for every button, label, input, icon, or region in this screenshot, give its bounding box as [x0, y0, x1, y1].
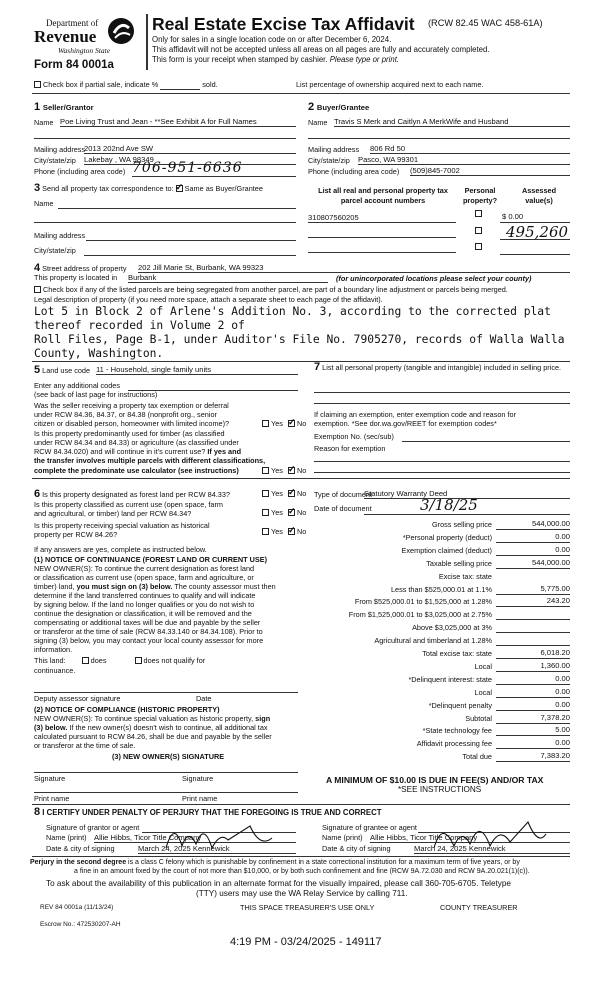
- revenue-logo: [32, 14, 142, 60]
- grantor-signature: [160, 818, 280, 858]
- dept-line1: Department of: [46, 18, 99, 28]
- current-use-q-line1: Is this property classified as current use (open space, farm: [34, 500, 223, 509]
- tax-row-value[interactable]: 0.00: [496, 532, 570, 543]
- accessibility-line1: To ask about the availability of this publication in an alternate format for the visually impaired, please call 360-705-6705. Teletype: [46, 879, 511, 888]
- tax-row-label: Above $3,025,000 at 3%: [412, 623, 492, 633]
- doc-date-label: Date of document: [314, 504, 372, 513]
- personal-prop-checkbox-2[interactable]: [475, 227, 482, 234]
- seller-name-label: Name: [34, 118, 54, 127]
- form-rcw: (RCW 82.45 WAC 458-61A): [428, 18, 543, 28]
- buyer-mail-field[interactable]: 806 Rd 50: [370, 144, 570, 154]
- tax-row-value[interactable]: 6,018.20: [496, 648, 570, 659]
- legal-desc-line2[interactable]: thereof recorded in Volume 2 of: [34, 319, 245, 332]
- seller-phone-label: Phone (including area code): [34, 167, 126, 176]
- forest-no-checkbox[interactable]: [288, 490, 295, 497]
- buyer-city-label: City/state/zip: [308, 156, 350, 165]
- reason-label: Reason for exemption: [314, 444, 386, 453]
- notice1-line2: or classification as current use (open space, farm and agriculture, or: [34, 573, 254, 582]
- tax-row-value[interactable]: 544,000.00: [496, 519, 570, 530]
- owner-print-label-1: Print name: [34, 794, 70, 803]
- exemption-note1: If claiming an exemption, enter exemption code and reason for: [314, 410, 516, 419]
- personal-prop-checkbox-1[interactable]: [475, 210, 482, 217]
- notice2-line4: or transferor at the time of sale.: [34, 741, 136, 750]
- partial-sale-row: Check box if partial sale, indicate % sold.: [34, 80, 218, 90]
- tax-row-value[interactable]: 0.00: [496, 545, 570, 556]
- escrow-number: Escrow No.: 472530207-AH: [40, 921, 121, 928]
- buyer-phone-field[interactable]: (509)845-7002: [410, 166, 570, 176]
- tax-row-value[interactable]: [496, 609, 570, 620]
- grantor-date-label: Date & city of signing: [46, 844, 115, 853]
- notice2-line3: calculated pursuant to RCW 84.26, shall be due and payable by the seller: [34, 732, 272, 741]
- grantee-signature: [430, 816, 550, 856]
- seller-mail-field[interactable]: 2013 202nd Ave SW: [84, 144, 296, 154]
- dor-logo-icon: [106, 16, 136, 46]
- tax-row-value[interactable]: 0.00: [496, 687, 570, 698]
- timber-q-line4: the transfer involves multiple parcels with different classifications,: [34, 456, 266, 465]
- tax-row-value[interactable]: [496, 635, 570, 646]
- current-use-q-line2: and agricultural, or timber) land per RCW 84.34?: [34, 509, 192, 518]
- historic-yes-checkbox[interactable]: [262, 528, 269, 535]
- see-back-note: (see back of last page for instructions): [34, 390, 158, 399]
- parcel-number-1[interactable]: 310807560205: [308, 213, 359, 222]
- assessed-value-2[interactable]: 495,260: [506, 223, 569, 241]
- corr-city-label: City/state/zip: [34, 246, 76, 255]
- tax-row-value[interactable]: [496, 622, 570, 633]
- segregation-checkbox[interactable]: [34, 286, 41, 293]
- street-address-field[interactable]: 202 Jill Marie St, Burbank, WA 99323: [138, 263, 570, 273]
- dept-line2: Revenue: [34, 27, 97, 46]
- perjury-line2: a fine in an amount fixed by the court of not more than $10,000, or by both such confinement and fine (RCW 9A.72.030 and RCW 9A.20.021(1)(c)).: [74, 868, 530, 875]
- owner-signature-label-2: Signature: [182, 774, 214, 783]
- uninc-note: (for unincorporated locations please select your county): [336, 274, 532, 283]
- notice1-line6: continue the designation or classification, it will be removed and the: [34, 609, 252, 618]
- assessed-value-1[interactable]: $ 0.00: [502, 212, 524, 221]
- seller-city-label: City/state/zip: [34, 156, 76, 165]
- seller-phone-field[interactable]: 706-951-6636: [132, 160, 296, 177]
- same-as-buyer-checkbox[interactable]: [176, 185, 183, 192]
- tax-row-label: *State technology fee: [422, 726, 492, 736]
- header-note1: Only for sales in a single location code on or after December 6, 2024.: [152, 35, 392, 44]
- buyer-phone-label: Phone (including area code): [308, 167, 400, 176]
- personal-prop-header: Personal property?: [462, 186, 498, 205]
- tax-row-label: Exemption claimed (deduct): [401, 545, 492, 555]
- timber-no-checkbox[interactable]: [288, 467, 295, 474]
- header-note3: This form is your receipt when stamped by cashier. Please type or print.: [152, 55, 400, 64]
- notice1-line5: by signing below. If the land no longer qualifies or you do not wish to: [34, 600, 255, 609]
- exemption-yes-checkbox[interactable]: [262, 420, 269, 427]
- timber-yes-checkbox[interactable]: [262, 467, 269, 474]
- segregation-row: Check box if any of the listed parcels are being segregated from another parcel, are part of a boundary line adjustment or parcels being merged.: [34, 285, 508, 294]
- exemption-no-label: Exemption No. (sec/sub): [314, 432, 394, 441]
- deputy-signature-label: Deputy assessor signature: [34, 694, 121, 703]
- land-use-row: 5 Land use code: [34, 364, 91, 376]
- perjury-line1: Perjury in the second degree is a class C felony which is punishable by confinement in a state correctional institution for a maximum term of five years, or by: [30, 859, 520, 866]
- continuance-label: continuance.: [34, 666, 76, 675]
- tax-row-label: Less than $525,000.01 at 1.1%: [390, 584, 492, 594]
- notice-continuance-title: (1) NOTICE OF CONTINUANCE (FOREST LAND OR CURRENT USE): [34, 555, 268, 564]
- historic-answer: Yes ✓ No: [262, 527, 306, 536]
- personal-prop-checkbox-3[interactable]: [475, 243, 482, 250]
- current-use-yes-checkbox[interactable]: [262, 509, 269, 516]
- partial-sale-checkbox[interactable]: [34, 81, 41, 88]
- buyer-city-field[interactable]: Pasco, WA 99301: [358, 155, 570, 165]
- tax-row-label: From $525,000.01 to $1,525,000 at 1.28%: [354, 597, 492, 607]
- legal-desc-line1[interactable]: Lot 5 in Block 2 of Arlene's Addition No. 3, according to the corrected plat: [34, 305, 551, 318]
- list-pct-note: List percentage of ownership acquired next to each name.: [296, 80, 484, 89]
- tax-row-label: *Personal property (deduct): [402, 532, 492, 542]
- seller-city-field[interactable]: Lakebay , WA 98349: [84, 155, 296, 165]
- doc-type-field[interactable]: Statutory Warranty Deed: [364, 489, 570, 499]
- notice2-line2: (3) below. If the new owner(s) doesn't wish to continue, all additional tax: [34, 723, 268, 732]
- tax-row-value[interactable]: 1,360.00: [496, 661, 570, 672]
- tax-row-label: Subtotal: [465, 713, 492, 723]
- doc-type-label: Type of document: [314, 490, 373, 499]
- tax-row-value[interactable]: 0.00: [496, 738, 570, 749]
- forest-q1: 6 Is this property designated as forest land per RCW 84.33?: [34, 488, 230, 500]
- legal-desc-line3[interactable]: Roll Files, Page B-1, under Auditor's File No. 7905270, records of Walla Walla: [34, 333, 565, 346]
- tax-row-label: Total excise tax: state: [422, 649, 492, 658]
- additional-codes-label: Enter any additional codes: [34, 381, 120, 390]
- parcels-header: List all real and personal property tax parcel account numbers: [318, 186, 448, 205]
- grantee-date-field[interactable]: March 24, 2025 Kennewick: [414, 844, 570, 854]
- tax-row-value[interactable]: [496, 571, 570, 581]
- legal-desc-label: Legal description of property (if you need more space, attach a separate sheet to each page of the affidavit).: [34, 295, 383, 304]
- this-land-row: This land: does does not qualify for: [34, 656, 206, 665]
- county-treasurer-label: COUNTY TREASURER: [440, 903, 518, 912]
- exemption-q-answer: Yes ✓ No: [262, 419, 306, 428]
- timber-q-line3: RCW 84.34.020) and will continue in it's current use? If yes and: [34, 447, 242, 456]
- personal-prop-heading: 7 List all personal property (tangible and intangible) included in selling price.: [314, 361, 562, 373]
- tax-row-label: Local: [474, 661, 492, 671]
- accessibility-line2: (TTY) users may use the WA Relay Service by calling 711.: [196, 889, 408, 898]
- revision-label: REV 84 0001a (11/13/24): [40, 904, 114, 911]
- grantor-name-label: Name (print): [46, 833, 87, 842]
- notice1-line9: signing (3) below, you may contact your local county assessor for more: [34, 636, 264, 645]
- dept-line3: Washington State: [58, 46, 111, 55]
- seller-heading: 1 Seller/Grantor: [34, 101, 94, 113]
- grantor-date-field[interactable]: March 24, 2025 Kennewick: [138, 844, 296, 854]
- exemption-q-line1: Was the seller receiving a property tax exemption or deferral: [34, 401, 229, 410]
- timber-q-answer: Yes ✓ No: [262, 466, 306, 475]
- exemption-note2: exemption. *See dor.wa.gov/REET for exemption codes*: [314, 419, 497, 428]
- grantee-date-label: Date & city of signing: [322, 844, 391, 853]
- exemption-q-line3: citizen or disabled person, homeowner with limited income)?: [34, 419, 230, 428]
- tax-row-label: Agricultural and timberland at 1.28%: [374, 636, 492, 646]
- notice1-line4: determine if the land transferred continues to qualify and will indicate: [34, 591, 256, 600]
- tax-row-value[interactable]: 7,383.20: [496, 751, 570, 762]
- tax-row-label: Local: [474, 687, 492, 697]
- certify-title: 8 I CERTIFY UNDER PENALTY OF PERJURY THAT THE FOREGOING IS TRUE AND CORRECT: [34, 806, 382, 818]
- buyer-heading: 2 Buyer/Grantee: [308, 101, 370, 113]
- tax-row-label: Gross selling price: [431, 520, 492, 529]
- land-does-checkbox[interactable]: [82, 657, 89, 664]
- corr-name-label: Name: [34, 199, 54, 208]
- forest-q1-answer: Yes ✓ No: [262, 489, 306, 498]
- grantor-signature-label: Signature of grantor or agent: [46, 823, 140, 832]
- notice1-line1: NEW OWNER(S): To continue the current designation as forest land: [34, 564, 255, 573]
- current-use-no-checkbox[interactable]: [288, 509, 295, 516]
- located-in-label: This property is located in: [34, 273, 118, 282]
- header-note2: This affidavit will not be accepted unless all areas on all pages are fully and accurately completed.: [152, 45, 490, 54]
- land-does-not-checkbox[interactable]: [135, 657, 142, 664]
- tax-row-value[interactable]: 5.00: [496, 725, 570, 736]
- notice1-line8: or transferor at the time of sale (RCW 84.33.140 or 84.34.108). Prior to: [34, 627, 263, 636]
- tax-row-label: Affidavit processing fee: [416, 739, 492, 749]
- notice2-line1: NEW OWNER(S): To continue special valuation as historic property, sign: [34, 714, 271, 723]
- seller-mail-label: Mailing address: [34, 145, 86, 154]
- timber-q-line5: complete the predominate use calculator (see instructions): [34, 466, 239, 475]
- exemption-q-line2: under RCW 84.36, 84.37, or 84.38 (nonprofit org., senior: [34, 410, 217, 419]
- recording-stamp: 4:19 PM - 03/24/2025 - 149117: [230, 936, 382, 948]
- notice-compliance-title: (2) NOTICE OF COMPLIANCE (HISTORIC PROPERTY): [34, 705, 220, 714]
- buyer-mail-label: Mailing address: [308, 145, 360, 154]
- legal-desc-line4[interactable]: County, Washington.: [34, 347, 164, 360]
- new-owner-signature-title: (3) NEW OWNER(S) SIGNATURE: [112, 752, 225, 761]
- grantor-name-field[interactable]: Allie Hibbs, Ticor Title Company: [94, 833, 296, 843]
- assessed-value-header: Assessed value(s): [521, 186, 557, 205]
- deputy-date-label: Date: [196, 694, 212, 703]
- forest-yes-checkbox[interactable]: [262, 490, 269, 497]
- minimum-due-note: A MINIMUM OF $10.00 IS DUE IN FEE(S) AND/OR TAX: [326, 775, 544, 785]
- form-number: Form 84 0001a: [34, 59, 114, 71]
- land-use-code-field[interactable]: 11 - Household, single family units: [96, 365, 298, 375]
- buyer-name-field[interactable]: Travis S Merk and Caitlyn A MerkWife and Husband: [334, 117, 570, 127]
- buyer-name-label: Name: [308, 118, 328, 127]
- current-use-answer: Yes ✓ No: [262, 508, 306, 517]
- corr-mail-label: Mailing address: [34, 231, 86, 240]
- tax-row-value[interactable]: 7,378.20: [496, 713, 570, 724]
- tax-row-value[interactable]: 5,775.00: [496, 584, 570, 595]
- tax-row-label: From $1,525,000.01 to $3,025,000 at 2.75%: [348, 610, 492, 620]
- exemption-no-checkbox[interactable]: [288, 420, 295, 427]
- answers-note: If any answers are yes, complete as instructed below.: [34, 545, 207, 554]
- doc-date-field[interactable]: 3/18/25: [364, 496, 570, 515]
- form-title: Real Estate Excise Tax Affidavit: [152, 14, 415, 34]
- owner-print-label-2: Print name: [182, 794, 218, 803]
- seller-name-field[interactable]: Poe Living Trust and Jean - **See Exhibit A for Full Names: [60, 117, 296, 127]
- grantee-name-label: Name (print): [322, 833, 363, 842]
- timber-q-line2: under RCW 84.34 and 84.33) or agriculture (as classified under: [34, 438, 239, 447]
- timber-q-line1: Is this property predominantly used for timber (as classified: [34, 429, 225, 438]
- historic-no-checkbox[interactable]: [288, 528, 295, 535]
- treasurer-use-label: THIS SPACE TREASURER'S USE ONLY: [240, 903, 375, 912]
- see-instructions-note: *SEE INSTRUCTIONS: [398, 785, 482, 794]
- notice1-line10: information.: [34, 645, 73, 654]
- historic-q-line2: property per RCW 84.26?: [34, 530, 118, 539]
- correspondence-heading: 3 Send all property tax correspondence to: ✓ Same as Buyer/Grantee: [34, 182, 263, 194]
- tax-row-label: *Delinquent penalty: [428, 700, 492, 710]
- partial-pct-field[interactable]: [160, 80, 200, 90]
- located-in-field[interactable]: Burbank: [128, 273, 328, 283]
- street-address-row: 4 Street address of property: [34, 262, 127, 274]
- tax-row-value[interactable]: 243.20: [496, 596, 570, 607]
- tax-row-value[interactable]: 0.00: [496, 700, 570, 711]
- tax-row-label: *Delinquent interest: state: [408, 674, 492, 684]
- tax-row-value[interactable]: 0.00: [496, 674, 570, 685]
- tax-row-label: Taxable selling price: [426, 558, 492, 568]
- tax-row-value[interactable]: 544,000.00: [496, 558, 570, 569]
- grantee-name-field[interactable]: Allie Hibbs, Ticor Title Company: [370, 833, 570, 843]
- tax-row-label: Excise tax: state: [438, 571, 492, 581]
- owner-signature-label-1: Signature: [34, 774, 66, 783]
- notice1-line3: timber) land, you must sign on (3) below. The county assessor must then: [34, 582, 276, 591]
- historic-q-line1: Is this property receiving special valuation as historical: [34, 521, 210, 530]
- grantee-signature-label: Signature of grantee or agent: [322, 823, 417, 832]
- notice1-line7: compensating or additional taxes will be due and payable by the seller: [34, 618, 261, 627]
- tax-row-label: Total due: [462, 752, 492, 762]
